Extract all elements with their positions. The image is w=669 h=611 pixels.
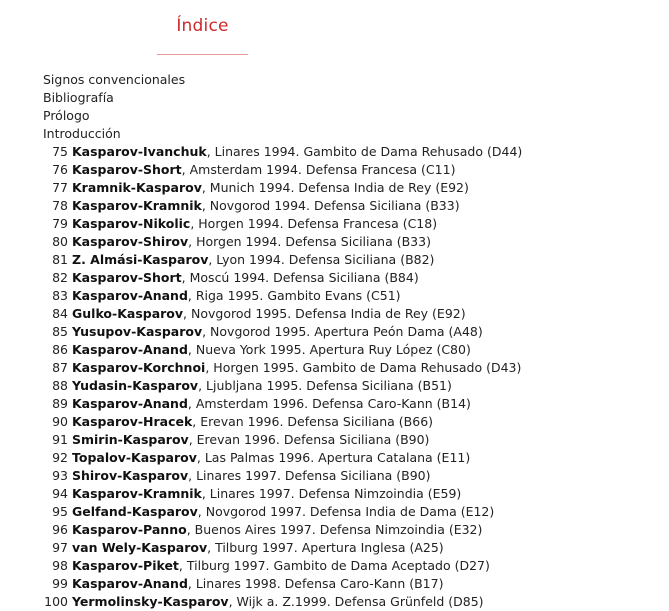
game-entry[interactable] [0, 251, 522, 269]
game-number: 97 [52, 540, 68, 555]
game-number: 91 [52, 432, 68, 447]
game-number: 75 [52, 144, 68, 159]
games-list [0, 143, 522, 611]
game-entry[interactable] [0, 485, 522, 503]
page-title: Índice [176, 16, 229, 36]
game-players: Kasparov-Short [72, 162, 182, 177]
title-underline [157, 54, 248, 55]
game-entry[interactable] [0, 575, 522, 593]
game-detail: , Nueva York 1995. Apertura Ruy López (C80) [187, 342, 471, 357]
game-detail: , Wijk a. Z.1999. Defensa Grünfeld (D85) [228, 594, 484, 609]
game-players: Kasparov-Kramnik [72, 486, 202, 501]
game-players: Kasparov-Nikolic [72, 216, 191, 231]
game-entry[interactable] [0, 287, 522, 305]
game-entry[interactable] [0, 431, 522, 449]
game-number: 81 [52, 252, 68, 267]
game-detail: , Lyon 1994. Defensa Siciliana (B82) [208, 252, 435, 267]
game-detail: , Horgen 1994. Defensa Francesa (C18) [190, 216, 438, 231]
game-detail: , Riga 1995. Gambito Evans (C51) [187, 288, 401, 303]
game-number: 89 [52, 396, 68, 411]
game-detail: , Munich 1994. Defensa India de Rey (E92) [201, 180, 469, 195]
game-detail: , Horgen 1994. Defensa Siciliana (B33) [188, 234, 431, 249]
front-matter-item-bibliografia[interactable]: Bibliografía [43, 90, 114, 105]
game-players: Kasparov-Anand [72, 396, 188, 411]
game-players: Kramnik-Kasparov [72, 180, 202, 195]
game-detail: , Erevan 1996. Defensa Siciliana (B66) [192, 414, 434, 429]
game-entry[interactable] [0, 179, 522, 197]
game-entry[interactable] [0, 305, 522, 323]
game-detail: , Erevan 1996. Defensa Siciliana (B90) [188, 432, 430, 447]
game-players: Kasparov-Hracek [72, 414, 193, 429]
game-number: 90 [52, 414, 68, 429]
game-entry[interactable] [0, 233, 522, 251]
front-matter-item-prologo[interactable]: Prólogo [43, 108, 90, 123]
game-number: 82 [52, 270, 68, 285]
game-players: Gulko-Kasparov [72, 306, 184, 321]
game-players: Yermolinsky-Kasparov [72, 594, 229, 609]
game-number: 85 [52, 324, 68, 339]
game-entry[interactable] [0, 503, 522, 521]
game-detail: , Novgorod 1995. Apertura Peón Dama (A48) [202, 324, 483, 339]
game-players: Kasparov-Anand [72, 342, 188, 357]
game-number: 99 [52, 576, 68, 591]
game-players: Kasparov-Piket [72, 558, 179, 573]
game-players: Yudasin-Kasparov [72, 378, 199, 393]
game-number: 100 [44, 594, 68, 609]
game-players: Yusupov-Kasparov [72, 324, 203, 339]
game-players: Smirin-Kasparov [72, 432, 189, 447]
game-entry[interactable] [0, 593, 522, 611]
game-detail: , Tilburg 1997. Apertura Inglesa (A25) [207, 540, 444, 555]
game-entry[interactable] [0, 269, 522, 287]
game-number: 78 [52, 198, 68, 213]
game-players: Kasparov-Korchnoi [72, 360, 206, 375]
game-players: Kasparov-Ivanchuk [72, 144, 207, 159]
game-players: Topalov-Kasparov [72, 450, 197, 465]
game-entry[interactable] [0, 449, 522, 467]
game-entry[interactable] [0, 161, 522, 179]
game-number: 93 [52, 468, 68, 483]
game-number: 95 [52, 504, 68, 519]
game-entry[interactable] [0, 323, 522, 341]
game-detail: , Novgorod 1995. Defensa India de Rey (E92) [183, 306, 466, 321]
front-matter-item-signos[interactable]: Signos convencionales [43, 72, 186, 87]
game-detail: , Moscú 1994. Defensa Siciliana (B84) [181, 270, 419, 285]
game-detail: , Ljubljana 1995. Defensa Siciliana (B51) [198, 378, 452, 393]
game-players: Gelfand-Kasparov [72, 504, 198, 519]
game-number: 94 [52, 486, 68, 501]
game-detail: , Amsterdam 1996. Defensa Caro-Kann (B14) [187, 396, 471, 411]
game-entry[interactable] [0, 341, 522, 359]
game-number: 80 [52, 234, 68, 249]
front-matter-list [43, 71, 185, 143]
game-players: Z. Almási-Kasparov [72, 252, 209, 267]
game-number: 83 [52, 288, 68, 303]
game-number: 92 [52, 450, 68, 465]
game-number: 84 [52, 306, 68, 321]
game-detail: , Novgorod 1994. Defensa Siciliana (B33) [201, 198, 460, 213]
game-number: 87 [52, 360, 68, 375]
game-number: 77 [52, 180, 68, 195]
game-detail: , Novgorod 1997. Defensa India de Dama (E12) [197, 504, 495, 519]
game-entry[interactable] [0, 215, 522, 233]
game-detail: , Las Palmas 1996. Apertura Catalana (E11) [196, 450, 471, 465]
game-detail: , Linares 1994. Gambito de Dama Rehusado (D44) [206, 144, 523, 159]
game-players: Kasparov-Shirov [72, 234, 189, 249]
game-number: 76 [52, 162, 68, 177]
game-players: Kasparov-Panno [72, 522, 187, 537]
game-detail: , Linares 1997. Defensa Siciliana (B90) [188, 468, 431, 483]
game-players: Kasparov-Kramnik [72, 198, 202, 213]
game-entry[interactable] [0, 557, 522, 575]
game-detail: , Buenos Aires 1997. Defensa Nimzoindia (E32) [186, 522, 483, 537]
game-detail: , Linares 1998. Defensa Caro-Kann (B17) [187, 576, 444, 591]
game-number: 79 [52, 216, 68, 231]
front-matter-item-introduccion[interactable]: Introducción [43, 126, 121, 141]
game-players: Kasparov-Anand [72, 288, 188, 303]
game-detail: , Horgen 1995. Gambito de Dama Rehusado (D43) [205, 360, 522, 375]
game-entry[interactable] [0, 413, 522, 431]
game-players: Kasparov-Short [72, 270, 182, 285]
game-entry[interactable] [0, 359, 522, 377]
game-entry[interactable] [0, 521, 522, 539]
game-detail: , Amsterdam 1994. Defensa Francesa (C11) [181, 162, 456, 177]
game-entry[interactable] [0, 539, 522, 557]
game-entry[interactable] [0, 395, 522, 413]
game-detail: , Linares 1997. Defensa Nimzoindia (E59) [201, 486, 462, 501]
game-entry[interactable] [0, 377, 522, 395]
game-number: 88 [52, 378, 68, 393]
game-entry[interactable] [0, 143, 522, 161]
game-entry[interactable] [0, 197, 522, 215]
game-players: Kasparov-Anand [72, 576, 188, 591]
game-entry[interactable] [0, 467, 522, 485]
game-number: 96 [52, 522, 68, 537]
game-number: 86 [52, 342, 68, 357]
game-detail: , Tilburg 1997. Gambito de Dama Aceptado (D27) [178, 558, 490, 573]
game-number: 98 [52, 558, 68, 573]
game-players: van Wely-Kasparov [72, 540, 208, 555]
game-players: Shirov-Kasparov [72, 468, 189, 483]
